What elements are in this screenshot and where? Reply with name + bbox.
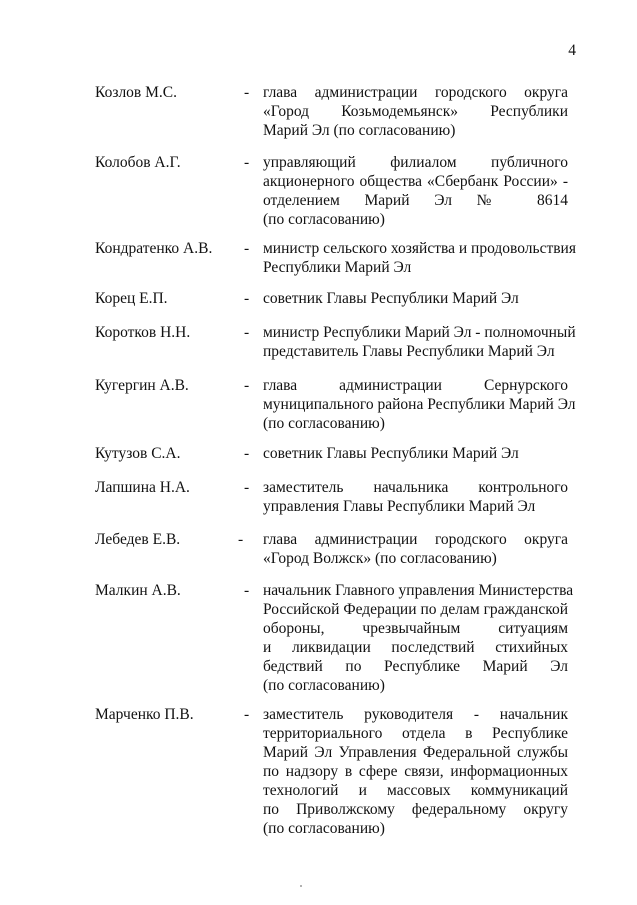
scan-dot	[300, 885, 302, 887]
member-position	[263, 153, 568, 229]
position-line: (по согласованию)	[263, 211, 385, 228]
position-line: представитель Главы Республики Марий Эл	[263, 343, 555, 360]
entry-dash: -	[244, 324, 250, 341]
entry-dash: -	[244, 290, 250, 307]
entry-dash: -	[244, 582, 250, 599]
member-position	[263, 376, 576, 433]
position-line: технологий и массовых коммуникаций	[263, 782, 568, 799]
member-name: Корец Е.П.	[95, 290, 168, 307]
position-line: бедствий по Республике Марий Эл	[263, 658, 568, 675]
position-line: (по согласованию)	[263, 677, 385, 694]
member-position	[263, 289, 568, 308]
member-name: Коротков Н.Н.	[95, 324, 191, 341]
entry-dash: -	[244, 84, 250, 101]
position-line: министр Республики Марий Эл - полномочный	[263, 324, 576, 341]
member-position	[263, 581, 574, 695]
position-line: заместитель начальника контрольного	[263, 479, 568, 496]
position-line: акционерного общества «Сбербанк России» -	[263, 173, 568, 190]
member-position	[263, 705, 568, 838]
member-name: Лапшина Н.А.	[95, 479, 190, 496]
position-line: Марий Эл Управления Федеральной службы	[263, 744, 568, 761]
position-line: начальник Главного управления Министерства	[263, 582, 574, 599]
position-line: отделением Марий Эл № 8614	[263, 192, 568, 209]
position-line: глава администрации городского округа	[263, 531, 568, 548]
member-name: Кондратенко А.В.	[95, 240, 213, 257]
member-name: Козлов М.С.	[95, 84, 177, 101]
position-line: «Город Волжск» (по согласованию)	[263, 550, 497, 567]
entry-dash: -	[244, 377, 250, 394]
position-line: советник Главы Республики Марий Эл	[263, 445, 519, 462]
entry-dash: -	[238, 531, 244, 548]
member-position	[263, 530, 568, 568]
member-name: Кутузов С.А.	[95, 445, 181, 462]
position-line: глава администрации Сернурского	[263, 377, 568, 394]
position-line: управления Главы Республики Марий Эл	[263, 498, 536, 515]
member-position	[263, 83, 568, 140]
member-name: Малкин А.В.	[95, 582, 181, 599]
position-line: по Приволжскому федеральному округу	[263, 801, 568, 818]
member-position	[263, 444, 568, 463]
position-line: обороны, чрезвычайным ситуациям	[263, 620, 568, 637]
entry-dash: -	[244, 240, 250, 257]
position-line: глава администрации городского округа	[263, 84, 568, 101]
member-name: Колобов А.Г.	[95, 154, 181, 171]
member-position	[263, 478, 568, 516]
page-number: 4	[568, 42, 576, 59]
member-name: Марченко П.В.	[95, 706, 194, 723]
member-name: Кугергин А.В.	[95, 377, 189, 394]
position-line: Республики Марий Эл	[263, 259, 412, 276]
entry-dash: -	[244, 445, 250, 462]
position-line: и ликвидации последствий стихийных	[263, 639, 568, 656]
member-position	[263, 323, 576, 361]
position-line: по надзору в сфере связи, информационных	[263, 763, 568, 780]
entry-dash: -	[244, 479, 250, 496]
position-line: (по согласованию)	[263, 820, 385, 837]
position-line: Марий Эл (по согласованию)	[263, 122, 456, 139]
position-line: «Город Козьмодемьянск» Республики	[263, 103, 568, 120]
position-line: министр сельского хозяйства и продовольствия	[263, 240, 576, 257]
member-name: Лебедев Е.В.	[95, 531, 181, 548]
position-line: заместитель руководителя - начальник	[263, 706, 568, 723]
entry-dash: -	[244, 706, 250, 723]
position-line: Российской Федерации по делам гражданской	[263, 601, 568, 618]
position-line: муниципального района Республики Марий Эл	[263, 396, 576, 413]
position-line: (по согласованию)	[263, 415, 385, 432]
entry-dash: -	[244, 154, 250, 171]
position-line: территориального отдела в Республике	[263, 725, 568, 742]
member-position	[263, 239, 576, 277]
position-line: управляющий филиалом публичного	[263, 154, 568, 171]
position-line: советник Главы Республики Марий Эл	[263, 290, 519, 307]
